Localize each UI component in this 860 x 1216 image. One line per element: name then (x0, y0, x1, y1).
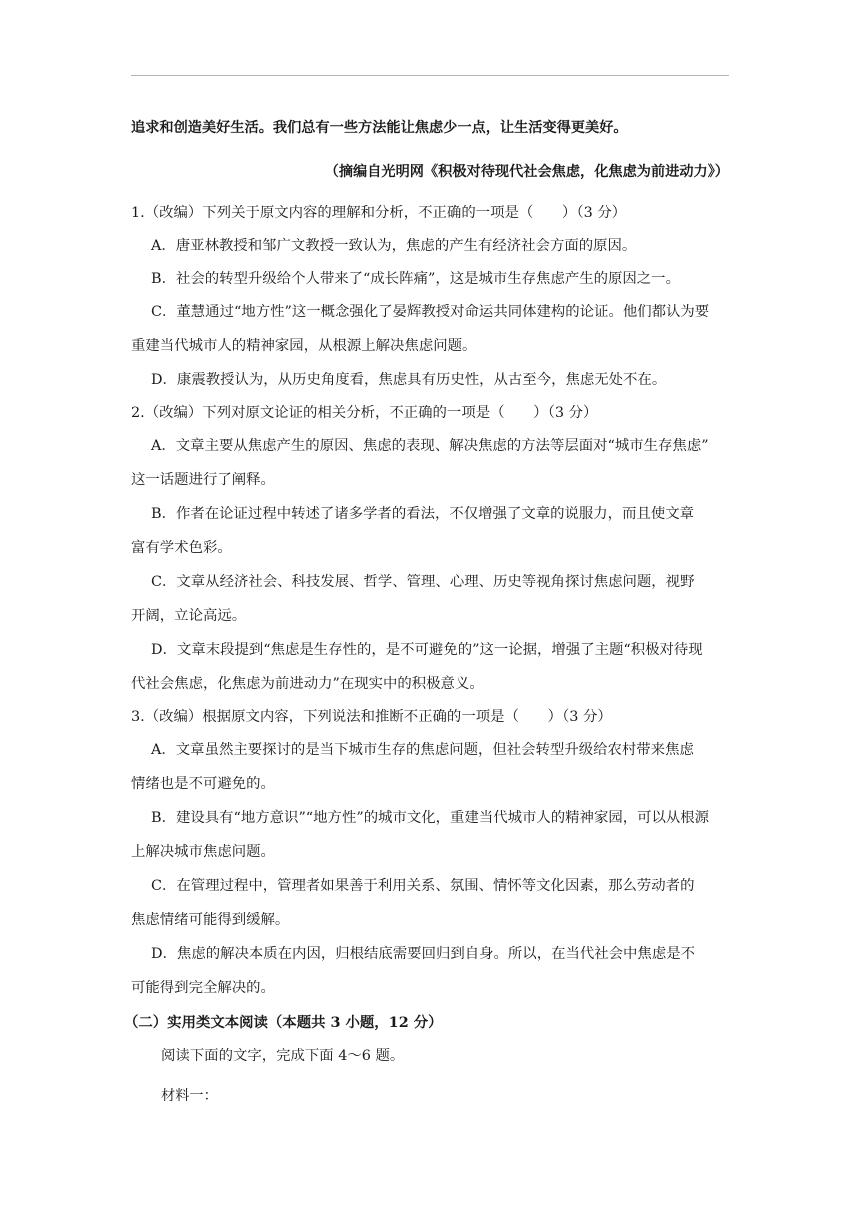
header-rule (131, 75, 729, 76)
question-3-option-b-cont: 上解决城市焦虑问题。 (131, 844, 275, 860)
question-1-stem: 1.（改编）下列关于原文内容的理解和分析，不正确的一项是（ ）（3 分） (131, 205, 627, 221)
material-one-label: 材料一： (161, 1088, 218, 1104)
question-2-option-a-cont: 这一话题进行了阐释。 (131, 472, 275, 488)
question-3-option-a-cont: 情绪也是不可避免的。 (131, 776, 275, 792)
question-1-option-d: D．康震教授认为，从历史角度看，焦虑具有历史性，从古至今，焦虑无处不在。 (151, 372, 667, 388)
source-citation: （摘编自光明网《积极对待现代社会焦虑，化焦虑为前进动力》） (324, 164, 729, 180)
question-3-stem: 3.（改编）根据原文内容，下列说法和推断不正确的一项是（ ）（3 分） (131, 709, 612, 725)
question-2-stem: 2.（改编）下列对原文论证的相关分析，不正确的一项是（ ）（3 分） (131, 405, 598, 421)
question-1-option-b: B．社会的转型升级给个人带来了“成长阵痛”，这是城市生存焦虑产生的原因之一。 (151, 271, 680, 287)
question-3-option-b: B．建设具有“地方意识”“地方性”的城市文化，重建当代城市人的精神家园，可以从根源 (151, 810, 710, 826)
question-2-option-a: A．文章主要从焦虑产生的原因、焦虑的表现、解决焦虑的方法等层面对“城市生存焦虑” (151, 438, 709, 454)
question-2-option-b: B．作者在论证过程中转述了诸多学者的看法，不仅增强了文章的说服力，而且使文章 (151, 506, 695, 522)
question-3-option-d-cont: 可能得到完全解决的。 (131, 980, 275, 996)
question-1-option-a: A．唐亚林教授和邹广文教授一致认为，焦虑的产生有经济社会方面的原因。 (151, 238, 637, 254)
section-2-instruction: 阅读下面的文字，完成下面 4～6 题。 (161, 1048, 405, 1064)
question-3-option-c-cont: 焦虑情绪可能得到缓解。 (131, 912, 290, 928)
question-2-option-d: D．文章末段提到“焦虑是生存性的，是不可避免的”这一论据，增强了主题“积极对待现 (151, 642, 703, 658)
question-2-option-c: C．文章从经济社会、科技发展、哲学、管理、心理、历史等视角探讨焦虑问题，视野 (151, 574, 695, 590)
question-2-option-d-cont: 代社会焦虑，化焦虑为前进动力”在现实中的积极意义。 (131, 676, 484, 692)
question-2-option-b-cont: 富有学术色彩。 (131, 540, 232, 556)
question-2-option-c-cont: 开阔，立论高远。 (131, 608, 247, 624)
section-2-heading: （二）实用类文本阅读（本题共 3 小题，12 分） (124, 1014, 443, 1031)
question-3-option-a: A．文章虽然主要探讨的是当下城市生存的焦虑问题，但社会转型升级给农村带来焦虑 (151, 742, 694, 758)
passage-closing-line: 追求和创造美好生活。我们总有一些方法能让焦虑少一点，让生活变得更美好。 (131, 120, 628, 136)
question-3-option-c: C．在管理过程中，管理者如果善于利用关系、氛围、情怀等文化因素，那么劳动者的 (151, 878, 695, 894)
question-3-option-d: D．焦虑的解决本质在内因，归根结底需要回归到自身。所以，在当代社会中焦虑是不 (151, 946, 695, 962)
question-1-option-c: C．董慧通过“地方性”这一概念强化了晏辉教授对命运共同体建构的论证。他们都认为要 (151, 304, 710, 320)
question-1-option-c-cont: 重建当代城市人的精神家园，从根源上解决焦虑问题。 (131, 338, 477, 354)
